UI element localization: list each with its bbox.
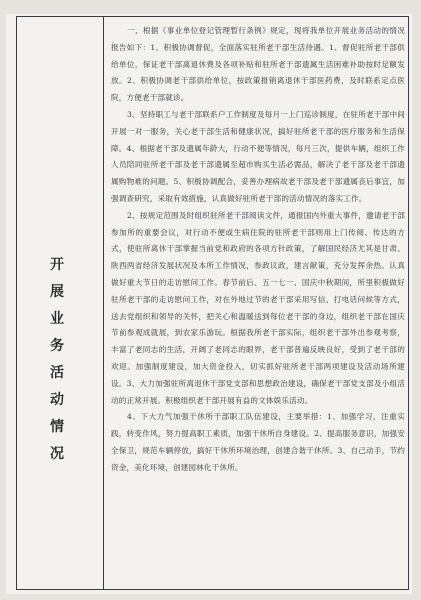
section-title-vertical [46, 252, 68, 468]
report-paragraph: 2、按规定范围及时组织驻所老干部阅读文件，通报国内外重大事件，邀请老干部参加所的重要会议，对行动不便或生病住院的驻所老干部则用上门传阅、传达的方式，使驻所离休干部掌握当前党和政府的各项方针政策，了解国民经济尤其是甘肃、陕西两省经济发展状况及本所工作情况，参政议政，建言献策，充分发挥余热。认真做好重大节日的走访慰问工作。春节前后、五一七一、国庆中秋期间，所里积极做好驻所老干部的走访慰问工作，对在外地过节的老干部采用写信、打电话问候等方式，送去党组织和领导的关怀，把关心和温暖送到每位老干部的身边，组织老干部在国庆节前参观成就展，到农家乐游玩。根据我所老干部实际，组织老干部外出参观考察，丰富了老同志的生活，开阔了老同志的眼界，老干部普遍反映良好，受到了老干部的欢迎。加强制度建设，加大资金投入，切实抓好驻所老干部两项建设及活动场所建设。3、大力加强驻所离退休干部党支部和思想政治建设，确保老干部党支部及小组活动的正常开展。积极组织老干部开展有益的文体娱乐活动。 [111, 210, 405, 405]
label-column [17, 17, 104, 589]
report-paragraph: 3、坚持职工与老干部联系户工作制度及每月一上门巡诊制度，在驻所老干部中间开展一对一服务，关心老干部生活和健康状况，搞好驻所老干部的医疗服务和生活保障。4、根据老干部及遗属年龄大，行动不便等情况，每月三次，提供车辆，组织工作人员陪同驻所老干部及老干部遗属至超市购买生活必需品，解决了老干部及老干部遗属购物难的问题。5、积极协调配合，妥善办理病故老干部及老干部遗属丧后事宜，加强调查研究，采取有效措施，认真做好驻所老干部的活动情况的落实工作。 [111, 109, 405, 203]
document-page [6, 14, 412, 594]
section-title-char: 动 [50, 392, 64, 408]
section-title-char: 情 [50, 419, 64, 435]
section-title-char: 务 [50, 338, 64, 354]
section-title-char: 展 [50, 284, 64, 300]
form-table [16, 16, 409, 590]
activity-report-text [111, 23, 405, 583]
section-title-char: 活 [50, 365, 64, 381]
section-title-char: 业 [50, 311, 64, 327]
report-paragraph: 一、根据《事业单位登记管理暂行条例》规定，现将我单位开展业务活动的情况报告如下：1、积极协调督促，全面落实驻所老干部生活待遇。1、督促驻所老干部供给单位，保证老干部离退休费及各项补贴和驻所老干部遗属生活困难补助按时足额发放。2、积极协调老干部供给单位，按政策报销离退休干部医药费，及时联系定点医院，方便老干部就诊。 [111, 26, 405, 103]
section-title-char: 况 [50, 446, 64, 462]
section-title-char: 开 [50, 257, 64, 273]
report-paragraph: 4、下大力气加强干休所干部职工队伍建设，主要举措：1、加强学习，注重实践，转变作风，努力提高职工素质，加强干休所自身建设。2、提高服务意识，加强安全保卫，规范车辆停放，搞好干休所环境治理，创建合谐干休所。3、自己动手，节约资金，美化环境，创建园林化干休所。 [111, 412, 405, 472]
